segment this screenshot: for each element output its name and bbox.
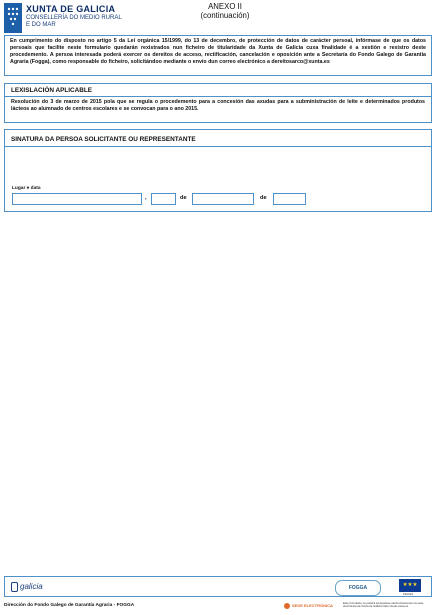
galicia-logo-text: galicia bbox=[20, 582, 43, 592]
signature-section bbox=[4, 129, 432, 212]
footer-logos bbox=[4, 576, 432, 597]
year-input[interactable] bbox=[273, 193, 306, 205]
day-input[interactable] bbox=[151, 193, 176, 205]
annex-title: ANEXO II bbox=[208, 2, 242, 11]
legislation-section bbox=[4, 83, 432, 123]
sede-icon bbox=[284, 603, 290, 609]
xunta-seal-icon bbox=[4, 3, 22, 33]
department-line: E DO MAR bbox=[26, 21, 56, 28]
divider bbox=[5, 96, 431, 97]
sede-note: Este formulario só poderá presentarse electronicamente na sede electrónica da Xunta de Galicia https://sede.xunta.es bbox=[343, 601, 424, 609]
fogga-logo: FOGGA bbox=[335, 580, 381, 596]
divider bbox=[5, 146, 431, 147]
department-line: CONSELLERÍA DO MEDIO RURAL bbox=[26, 15, 122, 21]
legislation-text: Resolución do 3 de marzo de 2015 pola que se regula o procedemento para a concesión das axudas para a subministración de leite e determinados produtos lácteos ao alumnado de centros escolares e se convocan para o ano 2015. bbox=[11, 99, 425, 112]
annex-heading bbox=[170, 3, 280, 20]
signature-title: SINATURA DA PERSOA SOLICITANTE OU REPRESENTANTE bbox=[11, 136, 196, 143]
place-input[interactable] bbox=[12, 193, 142, 205]
place-date-label: Lugar e data bbox=[12, 186, 41, 191]
legislation-title: LEXISLACIÓN APLICABLE bbox=[11, 87, 93, 94]
annex-subtitle: (continuación) bbox=[200, 10, 250, 20]
month-input[interactable] bbox=[192, 193, 254, 205]
xunta-logo bbox=[4, 3, 124, 35]
galicia-logo bbox=[11, 582, 43, 592]
de-separator-1: de bbox=[180, 195, 187, 201]
galicia-logo-icon bbox=[11, 582, 18, 592]
footer-address: Dirección do Fondo Galego de Garantía Agraria - FOGGA bbox=[4, 603, 135, 608]
comma-separator: , bbox=[145, 195, 147, 201]
eu-flag-icon: ★★★ bbox=[399, 579, 421, 592]
de-separator-2: de bbox=[260, 195, 267, 201]
privacy-notice: En cumprimento do disposto no artigo 5 da Lei orgánica 15/1999, do 13 de decembro, de protección de datos de carácter persoal, infórmase de que os datos persoais que facilite neste formulario quedarán rexistrados nun ficheiro de titularidade da Xunta de Galicia cuxa finalidade é a xestión e rexistro deste procedemento. A persoa interesada poderá exercer os dereitos de acceso, rectificación, cancelación e oposición ante a Secretaría do Fondo Galego de Garantía Agraria (Fogga), como responsable do ficheiro, solicitándoo mediante o envío dun correo electrónico a dereitosarco@xunta.es bbox=[4, 35, 432, 76]
brand-name: XUNTA DE GALICIA bbox=[26, 4, 116, 14]
department-name bbox=[26, 15, 122, 28]
sede-label: SEDE ELECTRÓNICA bbox=[292, 603, 333, 608]
eu-fund-label: FEAGA bbox=[403, 592, 414, 596]
